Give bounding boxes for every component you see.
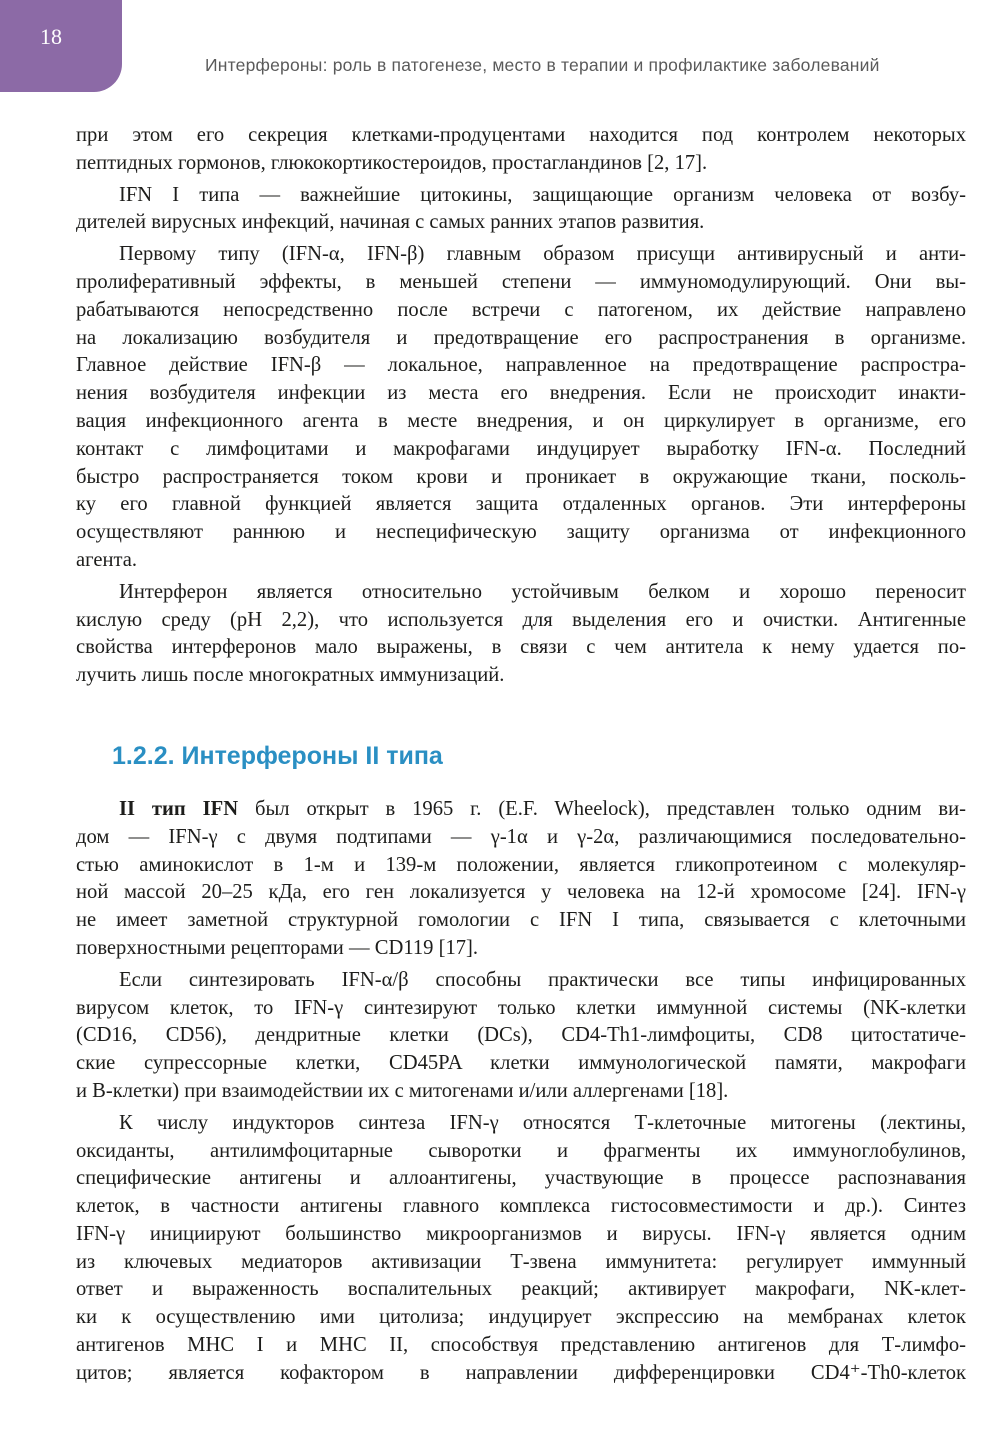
text-line: ответ и выраженность воспалительных реакций; активирует макрофаги, NK-клет- — [76, 1278, 966, 1301]
text-line: клеток, в частности антигены главного комплекса гистосовместимости и др.). Синтез — [76, 1195, 966, 1218]
text-line: контакт с лимфоцитами и макрофагами индуцирует выработку IFN-α. Последний — [76, 437, 966, 460]
text-line: свойства интерферонов мало выражены, в связи с чем антитела к нему удается по- — [76, 636, 966, 659]
text-line: осуществляют раннюю и неспецифическую защиту организма от инфекционного — [76, 521, 966, 544]
text-line: быстро распространяется током крови и проникает в окружающие ткани, посколь- — [76, 465, 966, 488]
text-line: дителей вирусных инфекций, начиная с самых ранних этапов развития. — [76, 211, 705, 234]
text-fragment: был открыт в 1965 г. (E.F. Wheelock), представлен только одним ви- — [238, 797, 966, 820]
text-line: ские супрессорные клетки, CD45PA клетки иммунологической памяти, макрофаги — [76, 1052, 966, 1075]
text-line: Главное действие IFN-β — локальное, направленное на предотвращение распростра- — [76, 354, 966, 377]
text-line: К числу индукторов синтеза IFN-γ относятся Т-клеточные митогены (лектины, — [119, 1111, 966, 1134]
bold-lead: II тип IFN — [119, 797, 239, 820]
text-line: вирусом клеток, то IFN-γ синтезируют только клетки иммунной системы (NK-клетки — [76, 996, 966, 1019]
text-line: цитов; является кофактором в направлении дифференцировки CD4⁺-Th0-клеток — [76, 1361, 966, 1384]
text-line: специфические антигены и аллоантигены, участвующие в процессе распознавания — [76, 1167, 966, 1190]
section-heading: 1.2.2. Интерфероны II типа — [112, 741, 443, 770]
text-line: кислую среду (pH 2,2), что используется для выделения его и очистки. Антигенные — [76, 608, 966, 631]
text-line: пептидных гормонов, глюкокортикостероидов, простагландинов [2, 17]. — [76, 151, 708, 174]
text-line: при этом его секреция клетками-продуцентами находится под контролем некоторых — [76, 124, 966, 146]
text-line: антигенов MHC I и MHC II, способствуя представлению антигенов для Т-лимфо- — [76, 1334, 966, 1357]
text-line: (CD16, CD56), дендритные клетки (DCs), CD4-Th1-лимфоциты, CD8 цитостатиче- — [76, 1024, 966, 1047]
text-line: из ключевых медиаторов активизации Т-звена иммунитета: регулирует иммунный — [76, 1250, 966, 1273]
text-line: стью аминокислот в 1-м и 139-м положении, является гликопротеином с молекуляр- — [76, 853, 966, 876]
text-line: лучить лишь после многократных иммунизаций. — [76, 664, 505, 687]
text-line: на локализацию возбудителя и предотвращение его распространения в организме. — [76, 326, 966, 349]
text-line: пролиферативный эффекты, в меньшей степени — иммуномодулирующий. Они вы- — [76, 270, 966, 293]
text-line: ку его главной функцией является защита отдаленных органов. Эти интерфероны — [76, 493, 966, 516]
text-line: Если синтезировать IFN-α/β способны практически все типы инфицированных — [119, 968, 966, 991]
text-line: Интерферон является относительно устойчивым белком и хорошо переносит — [119, 580, 966, 603]
text-line: вация инфекционного агента в месте внедрения, и он циркулирует в организме, его — [76, 409, 966, 432]
page-number-tab — [0, 0, 122, 92]
text-line: ной массой 20–25 кДа, его ген локализуется у человека на 12-й хромосоме [24]. IFN-γ — [76, 881, 966, 904]
text-line: поверхностными рецепторами — CD119 [17]. — [76, 936, 479, 959]
text-line: дом — IFN-γ с двумя подтипами — γ-1α и γ-2α, различающимися последовательно- — [76, 825, 966, 848]
text-line: IFN-γ инициируют большинство микроорганизмов и вирусы. IFN-γ является одним — [76, 1222, 966, 1245]
text-line: не имеет заметной структурной гомологии с IFN I типа, связывается с клеточными — [76, 909, 966, 932]
text-line — [76, 796, 966, 824]
body-text — [76, 122, 966, 1388]
text-line: ки к осуществлению ими цитолиза; индуцирует экспрессию на мембранах клеток — [76, 1306, 966, 1329]
text-line: оксиданты, антилимфоцитарные сыворотки и фрагменты их иммуноглобулинов, — [76, 1139, 966, 1162]
text-line: нения возбудителя инфекции из места его внедрения. Если не происходит инакти- — [76, 382, 966, 405]
text-line: и В-клетки) при взаимодействии их с митогенами и/или аллергенами [18]. — [76, 1079, 729, 1102]
text-line: IFN I типа — важнейшие цитокины, защищающие организм человека от возбу- — [119, 183, 966, 206]
text-line: агента. — [76, 548, 138, 571]
text-line: Первому типу (IFN-α, IFN-β) главным образом присущи антивирусный и анти- — [119, 243, 966, 266]
page-number: 18 — [40, 24, 62, 49]
running-title: Интерфероны: роль в патогенезе, место в терапии и профилактике заболеваний — [205, 55, 880, 75]
text-line: рабатываются непосредственно после встречи с патогеном, их действие направлено — [76, 298, 966, 321]
